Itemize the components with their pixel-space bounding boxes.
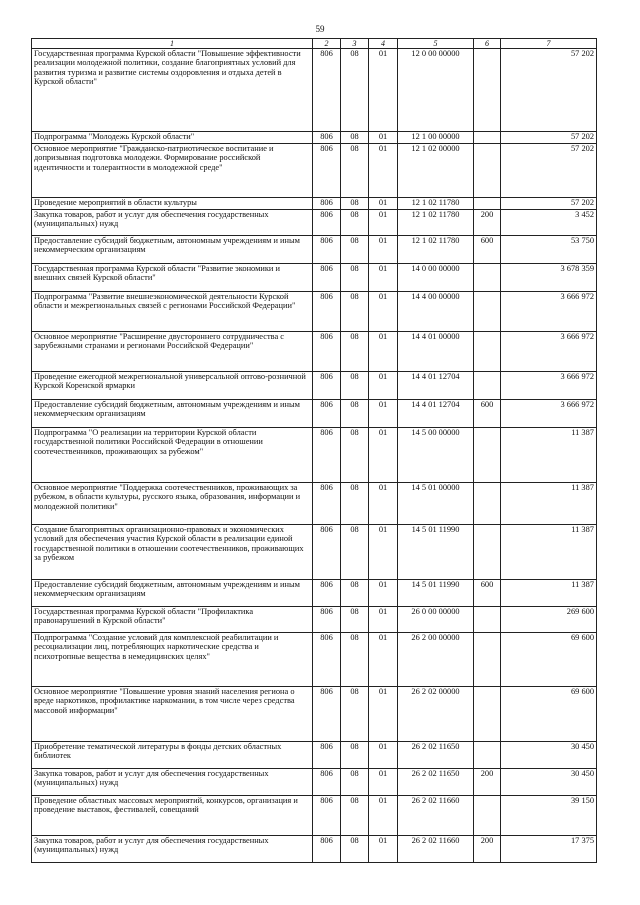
- ministry-code: 806: [313, 607, 341, 633]
- target-article-code: 14 5 01 11990: [398, 580, 474, 607]
- item-name: Основное мероприятие "Гражданско-патриотическое воспитание и допризывная подготовка молодежи. Формирование российской идентичности и толерантности в молодежной среде": [32, 144, 313, 198]
- expense-type-code: [474, 525, 501, 580]
- page-number: 59: [315, 24, 325, 34]
- table-row: [32, 400, 597, 428]
- ministry-code: 806: [313, 525, 341, 580]
- table-row: [32, 332, 597, 372]
- ministry-code: 806: [313, 264, 341, 292]
- item-name: Создание благоприятных организационно-правовых и экономических условий для обеспечения участия Курской области в реализации единой государственной политики в отношении соотечественников, проживающих за рубежом: [32, 525, 313, 580]
- amount: 57 202: [501, 132, 597, 144]
- expense-type-code: [474, 332, 501, 372]
- expense-type-code: [474, 483, 501, 525]
- expense-type-code: [474, 633, 501, 687]
- target-article-code: 14 4 01 12704: [398, 372, 474, 400]
- section-code: 08: [341, 769, 369, 796]
- item-name: Закупка товаров, работ и услуг для обеспечения государственных (муниципальных) нужд: [32, 210, 313, 236]
- section-code: 08: [341, 372, 369, 400]
- table-row: [32, 769, 597, 796]
- ministry-code: 806: [313, 210, 341, 236]
- subsection-code: 01: [369, 198, 398, 210]
- item-name: Закупка товаров, работ и услуг для обеспечения государственных (муниципальных) нужд: [32, 769, 313, 796]
- section-code: 08: [341, 144, 369, 198]
- amount: 3 666 972: [501, 372, 597, 400]
- table-row: [32, 372, 597, 400]
- section-code: 08: [341, 49, 369, 132]
- expense-type-code: [474, 372, 501, 400]
- amount: 69 600: [501, 687, 597, 742]
- target-article-code: 14 5 01 00000: [398, 483, 474, 525]
- target-article-code: 12 1 02 11780: [398, 198, 474, 210]
- subsection-code: 01: [369, 236, 398, 264]
- subsection-code: 01: [369, 144, 398, 198]
- subsection-code: 01: [369, 428, 398, 483]
- subsection-code: 01: [369, 769, 398, 796]
- ministry-code: 806: [313, 198, 341, 210]
- section-code: 08: [341, 687, 369, 742]
- expense-type-code: [474, 132, 501, 144]
- subsection-code: 01: [369, 210, 398, 236]
- subsection-code: 01: [369, 332, 398, 372]
- item-name: Подпрограмма "Развитие внешнеэкономической деятельности Курской области и межрегиональных связей с регионами Российской Федерации": [32, 292, 313, 332]
- amount: 3 452: [501, 210, 597, 236]
- ministry-code: 806: [313, 633, 341, 687]
- ministry-code: 806: [313, 292, 341, 332]
- target-article-code: 12 1 02 00000: [398, 144, 474, 198]
- ministry-code: 806: [313, 796, 341, 836]
- section-code: 08: [341, 742, 369, 769]
- expense-type-code: [474, 198, 501, 210]
- amount: 53 750: [501, 236, 597, 264]
- amount: 17 375: [501, 836, 597, 863]
- expense-type-code: 600: [474, 400, 501, 428]
- ministry-code: 806: [313, 483, 341, 525]
- expense-type-code: 600: [474, 580, 501, 607]
- column-header: 4: [369, 39, 398, 49]
- target-article-code: 26 0 00 00000: [398, 607, 474, 633]
- section-code: 08: [341, 210, 369, 236]
- subsection-code: 01: [369, 742, 398, 769]
- section-code: 08: [341, 264, 369, 292]
- amount: 39 150: [501, 796, 597, 836]
- section-code: 08: [341, 332, 369, 372]
- expense-type-code: [474, 687, 501, 742]
- target-article-code: 26 2 02 11650: [398, 769, 474, 796]
- subsection-code: 01: [369, 580, 398, 607]
- table-row: [32, 525, 597, 580]
- target-article-code: 12 1 02 11780: [398, 236, 474, 264]
- target-article-code: 26 2 02 11660: [398, 836, 474, 863]
- target-article-code: 12 0 00 00000: [398, 49, 474, 132]
- subsection-code: 01: [369, 607, 398, 633]
- ministry-code: 806: [313, 769, 341, 796]
- subsection-code: 01: [369, 687, 398, 742]
- ministry-code: 806: [313, 236, 341, 264]
- target-article-code: 14 5 01 11990: [398, 525, 474, 580]
- item-name: Государственная программа Курской области "Развитие экономики и внешних связей Курской области": [32, 264, 313, 292]
- section-code: 08: [341, 633, 369, 687]
- subsection-code: 01: [369, 264, 398, 292]
- ministry-code: 806: [313, 428, 341, 483]
- expense-type-code: [474, 742, 501, 769]
- expense-type-code: [474, 607, 501, 633]
- item-name: Основное мероприятие "Повышение уровня знаний населения региона о вреде наркотиков, профилактике наркомании, в том числе через средства массовой информации": [32, 687, 313, 742]
- subsection-code: 01: [369, 132, 398, 144]
- section-code: 08: [341, 607, 369, 633]
- amount: 3 678 359: [501, 264, 597, 292]
- table-row: [32, 236, 597, 264]
- amount: 30 450: [501, 742, 597, 769]
- item-name: Приобретение тематической литературы в фонды детских областных библиотек: [32, 742, 313, 769]
- expense-type-code: [474, 292, 501, 332]
- target-article-code: 12 1 00 00000: [398, 132, 474, 144]
- target-article-code: 12 1 02 11780: [398, 210, 474, 236]
- item-name: Подпрограмма "Молодежь Курской области": [32, 132, 313, 144]
- amount: 69 600: [501, 633, 597, 687]
- ministry-code: 806: [313, 836, 341, 863]
- ministry-code: 806: [313, 580, 341, 607]
- item-name: Предоставление субсидий бюджетным, автономным учреждениям и иным некоммерческим организациям: [32, 400, 313, 428]
- table-row: [32, 607, 597, 633]
- table-row: [32, 687, 597, 742]
- subsection-code: 01: [369, 292, 398, 332]
- column-header: 2: [313, 39, 341, 49]
- amount: 30 450: [501, 769, 597, 796]
- expense-type-code: 200: [474, 210, 501, 236]
- subsection-code: 01: [369, 836, 398, 863]
- subsection-code: 01: [369, 372, 398, 400]
- column-header: 7: [501, 39, 597, 49]
- expense-type-code: 200: [474, 836, 501, 863]
- target-article-code: 14 4 01 12704: [398, 400, 474, 428]
- ministry-code: 806: [313, 49, 341, 132]
- target-article-code: 26 2 02 00000: [398, 687, 474, 742]
- expense-type-code: [474, 264, 501, 292]
- amount: 57 202: [501, 144, 597, 198]
- section-code: 08: [341, 132, 369, 144]
- item-name: Проведение областных массовых мероприятий, конкурсов, организация и проведение выставок, фестивалей, совещаний: [32, 796, 313, 836]
- item-name: Проведение ежегодной межрегиональной универсальной оптово-розничной Курской Коренской ярмарки: [32, 372, 313, 400]
- target-article-code: 14 4 01 00000: [398, 332, 474, 372]
- table-row: [32, 633, 597, 687]
- target-article-code: 14 0 00 00000: [398, 264, 474, 292]
- subsection-code: 01: [369, 633, 398, 687]
- subsection-code: 01: [369, 796, 398, 836]
- amount: 11 387: [501, 580, 597, 607]
- table-row: [32, 796, 597, 836]
- table-row: [32, 742, 597, 769]
- table-row: [32, 198, 597, 210]
- item-name: Подпрограмма "Создание условий для комплексной реабилитации и ресоциализации лиц, потребляющих наркотические средства и психотропные вещества в немедицинских целях": [32, 633, 313, 687]
- amount: 11 387: [501, 483, 597, 525]
- section-code: 08: [341, 198, 369, 210]
- expense-type-code: [474, 144, 501, 198]
- table-row: [32, 836, 597, 863]
- section-code: 08: [341, 836, 369, 863]
- amount: 3 666 972: [501, 292, 597, 332]
- ministry-code: 806: [313, 372, 341, 400]
- expense-type-code: [474, 428, 501, 483]
- amount: 3 666 972: [501, 400, 597, 428]
- table-row: [32, 144, 597, 198]
- item-name: Основное мероприятие "Расширение двустороннего сотрудничества с зарубежными странами и регионами Российской Федерации": [32, 332, 313, 372]
- header-row: [32, 39, 597, 49]
- item-name: Государственная программа Курской области "Повышение эффективности реализации молодежной политики, создание благоприятных условий для развития туризма и развитие системы оздоровления и отдыха детей в Курской области": [32, 49, 313, 132]
- section-code: 08: [341, 580, 369, 607]
- item-name: Предоставление субсидий бюджетным, автономным учреждениям и иным некоммерческим организациям: [32, 236, 313, 264]
- table-row: [32, 428, 597, 483]
- target-article-code: 14 4 00 00000: [398, 292, 474, 332]
- section-code: 08: [341, 483, 369, 525]
- column-header: 6: [474, 39, 501, 49]
- expense-type-code: [474, 49, 501, 132]
- section-code: 08: [341, 236, 369, 264]
- item-name: Подпрограмма "О реализации на территории Курской области государственной политики Российской Федерации в отношении соотечественников, проживающих за рубежом": [32, 428, 313, 483]
- subsection-code: 01: [369, 400, 398, 428]
- column-header: 5: [398, 39, 474, 49]
- item-name: Закупка товаров, работ и услуг для обеспечения государственных (муниципальных) нужд: [32, 836, 313, 863]
- target-article-code: 14 5 00 00000: [398, 428, 474, 483]
- amount: 11 387: [501, 428, 597, 483]
- ministry-code: 806: [313, 132, 341, 144]
- section-code: 08: [341, 400, 369, 428]
- ministry-code: 806: [313, 687, 341, 742]
- table-row: [32, 292, 597, 332]
- table-row: [32, 580, 597, 607]
- section-code: 08: [341, 292, 369, 332]
- target-article-code: 26 2 00 00000: [398, 633, 474, 687]
- expense-type-code: [474, 796, 501, 836]
- budget-table: [31, 38, 597, 863]
- section-code: 08: [341, 428, 369, 483]
- subsection-code: 01: [369, 483, 398, 525]
- subsection-code: 01: [369, 49, 398, 132]
- table-row: [32, 49, 597, 132]
- amount: 3 666 972: [501, 332, 597, 372]
- amount: 269 600: [501, 607, 597, 633]
- subsection-code: 01: [369, 525, 398, 580]
- item-name: Государственная программа Курской области "Профилактика правонарушений в Курской области": [32, 607, 313, 633]
- section-code: 08: [341, 525, 369, 580]
- amount: 57 202: [501, 49, 597, 132]
- ministry-code: 806: [313, 144, 341, 198]
- table-row: [32, 483, 597, 525]
- expense-type-code: 200: [474, 769, 501, 796]
- table-row: [32, 132, 597, 144]
- amount: 11 387: [501, 525, 597, 580]
- ministry-code: 806: [313, 400, 341, 428]
- item-name: Предоставление субсидий бюджетным, автономным учреждениям и иным некоммерческим организациям: [32, 580, 313, 607]
- ministry-code: 806: [313, 332, 341, 372]
- expense-type-code: 600: [474, 236, 501, 264]
- table-row: [32, 264, 597, 292]
- section-code: 08: [341, 796, 369, 836]
- column-header: 3: [341, 39, 369, 49]
- item-name: Основное мероприятие "Поддержка соотечественников, проживающих за рубежом, в области культуры, русского языка, образования, информации и молодежной политики": [32, 483, 313, 525]
- target-article-code: 26 2 02 11660: [398, 796, 474, 836]
- item-name: Проведение мероприятий в области культуры: [32, 198, 313, 210]
- target-article-code: 26 2 02 11650: [398, 742, 474, 769]
- ministry-code: 806: [313, 742, 341, 769]
- table-row: [32, 210, 597, 236]
- amount: 57 202: [501, 198, 597, 210]
- column-header: 1: [32, 39, 313, 49]
